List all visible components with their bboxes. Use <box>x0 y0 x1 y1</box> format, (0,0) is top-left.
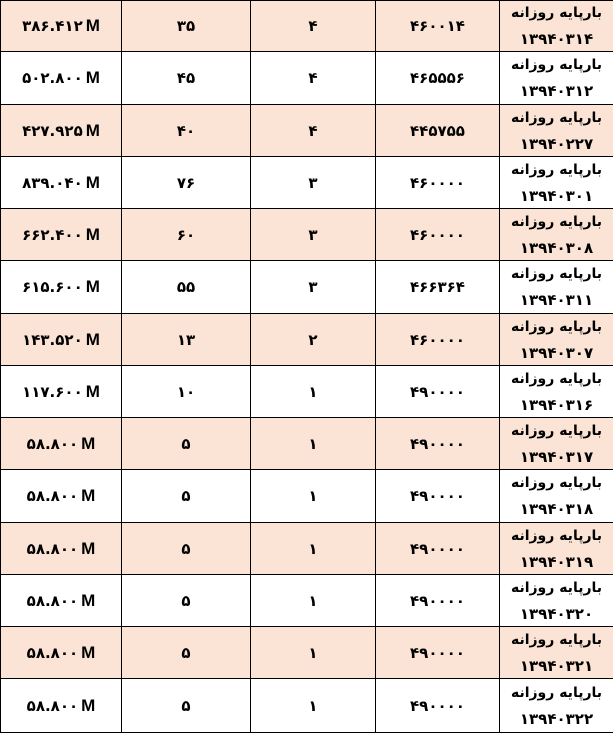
total-cell <box>1 575 122 627</box>
description-cell <box>500 1 613 52</box>
unit-price-cell: ۴۹۰۰۰۰ <box>376 523 500 575</box>
unit-price-cell: ۴۴۵۷۵۵ <box>376 105 500 157</box>
description-title: بارپایه روزانه <box>510 631 603 648</box>
total-cell <box>1 209 122 261</box>
count-cell: ۱۰ <box>122 366 251 418</box>
description-cell <box>500 314 613 366</box>
total-unit: M <box>85 16 100 35</box>
unit-price-cell: ۴۹۰۰۰۰ <box>376 679 500 733</box>
description-code: ۱۳۹۴۰۳۲۱ <box>519 656 594 675</box>
quantity-cell: ۱ <box>251 470 376 523</box>
description-code: ۱۳۹۴۰۳۱۶ <box>519 395 594 414</box>
total-amount: ۵۸.۸۰۰ <box>26 487 79 505</box>
description-code: ۱۳۹۴۰۳۰۸ <box>519 238 594 257</box>
table-row <box>1 1 613 52</box>
unit-price-cell: ۴۶۰۰۱۴ <box>376 1 500 52</box>
quantity-cell: ۱ <box>251 575 376 627</box>
unit-price-cell: ۴۹۰۰۰۰ <box>376 418 500 470</box>
total-cell <box>1 523 122 575</box>
description-title: بارپایه روزانه <box>510 109 603 126</box>
total-cell <box>1 314 122 366</box>
count-cell: ۵ <box>122 627 251 679</box>
count-cell: ۱۳ <box>122 314 251 366</box>
total-amount: ۵۸.۸۰۰ <box>26 591 79 610</box>
description-cell <box>500 366 613 418</box>
description-code: ۱۳۹۴۰۳۱۸ <box>519 500 594 518</box>
total-unit: M <box>85 381 100 401</box>
unit-price-cell: ۴۶۰۰۰۰ <box>376 157 500 209</box>
table-row <box>1 314 613 366</box>
count-cell: ۵ <box>122 418 251 470</box>
count-cell: ۵ <box>122 679 251 733</box>
description-cell <box>500 575 613 627</box>
total-unit: M <box>85 68 100 87</box>
table-row <box>1 261 613 314</box>
quantity-cell: ۱ <box>251 366 376 418</box>
count-cell: ۵ <box>122 470 251 523</box>
total-amount: ۶۶۲.۴۰۰ <box>22 225 83 244</box>
total-cell <box>1 679 122 733</box>
description-cell <box>500 418 613 470</box>
description-title: بارپایه روزانه <box>510 422 603 439</box>
description-cell <box>500 105 613 157</box>
description-code: ۱۳۹۴۰۳۱۲ <box>519 82 594 100</box>
count-cell: ۶۰ <box>122 209 251 261</box>
total-amount: ۵۸.۸۰۰ <box>26 434 79 453</box>
unit-price-cell: ۴۶۶۳۶۴ <box>376 261 500 314</box>
table-row <box>1 523 613 575</box>
total-unit: M <box>81 695 96 715</box>
description-code: ۱۳۹۴۰۳۱۴ <box>519 30 594 48</box>
unit-price-cell: ۴۹۰۰۰۰ <box>376 575 500 627</box>
total-cell <box>1 627 122 679</box>
description-title: بارپایه روزانه <box>510 475 603 491</box>
total-unit: M <box>81 590 96 610</box>
unit-price-cell: ۴۹۰۰۰۰ <box>376 627 500 679</box>
table-row <box>1 627 613 679</box>
total-cell <box>1 418 122 470</box>
table-row <box>1 470 613 523</box>
unit-price-cell: ۴۶۰۰۰۰ <box>376 209 500 261</box>
count-cell: ۵۵ <box>122 261 251 314</box>
description-title: بارپایه روزانه <box>510 318 603 335</box>
table-row <box>1 105 613 157</box>
count-cell: ۷۶ <box>122 157 251 209</box>
description-cell <box>500 627 613 679</box>
description-title: بارپایه روزانه <box>510 161 603 178</box>
unit-price-cell: ۴۶۰۰۰۰ <box>376 314 500 366</box>
description-code: ۱۳۹۴۰۳۱۷ <box>519 447 594 466</box>
quantity-cell: ۳ <box>251 157 376 209</box>
description-code: ۱۳۹۴۰۳۲۰ <box>519 604 594 623</box>
description-cell <box>500 679 613 733</box>
table-body <box>1 1 613 733</box>
total-amount: ۱۱۷.۶۰۰ <box>22 382 83 401</box>
total-amount: ۶۱۵.۶۰۰ <box>22 278 83 296</box>
count-cell: ۳۵ <box>122 1 251 52</box>
total-unit: M <box>85 277 100 296</box>
total-unit: M <box>85 224 100 244</box>
total-unit: M <box>85 172 100 192</box>
total-amount: ۱۴۳.۵۲۰ <box>22 330 83 349</box>
unit-price-cell: ۴۶۵۵۵۶ <box>376 52 500 105</box>
description-title: بارپایه روزانه <box>510 579 603 596</box>
total-amount: ۵۸.۸۰۰ <box>26 696 79 715</box>
quantity-cell: ۱ <box>251 679 376 733</box>
description-title: بارپایه روزانه <box>510 684 603 701</box>
description-code: ۱۳۹۴۰۳۲۲ <box>519 709 594 728</box>
total-amount: ۳۸۶.۴۱۲ <box>22 17 83 35</box>
quantity-cell: ۳ <box>251 261 376 314</box>
quantity-cell: ۴ <box>251 1 376 52</box>
description-title: بارپایه روزانه <box>510 527 603 544</box>
description-title: بارپایه روزانه <box>510 213 603 230</box>
table-row <box>1 418 613 470</box>
total-amount: ۵۸.۸۰۰ <box>26 539 79 558</box>
table-row <box>1 366 613 418</box>
total-amount: ۵۸.۸۰۰ <box>26 643 79 662</box>
quantity-cell: ۱ <box>251 418 376 470</box>
description-cell <box>500 52 613 105</box>
total-unit: M <box>81 538 96 558</box>
description-code: ۱۳۹۴۰۲۲۷ <box>519 134 594 153</box>
quantity-cell: ۱ <box>251 627 376 679</box>
quantity-cell: ۱ <box>251 523 376 575</box>
description-cell <box>500 157 613 209</box>
description-code: ۱۳۹۴۰۳۰۱ <box>519 186 594 205</box>
total-cell <box>1 157 122 209</box>
total-unit: M <box>85 120 100 140</box>
count-cell: ۵ <box>122 523 251 575</box>
total-unit: M <box>85 329 100 349</box>
quantity-cell: ۲ <box>251 314 376 366</box>
description-cell <box>500 209 613 261</box>
total-cell <box>1 1 122 52</box>
description-title: بارپایه روزانه <box>510 57 603 73</box>
description-code: ۱۳۹۴۰۳۱۱ <box>519 291 594 309</box>
description-cell <box>500 523 613 575</box>
table-row <box>1 157 613 209</box>
count-cell: ۵ <box>122 575 251 627</box>
total-amount: ۴۲۷.۹۲۵ <box>22 121 83 140</box>
quantity-cell: ۴ <box>251 105 376 157</box>
total-amount: ۸۳۹.۰۴۰ <box>22 173 83 192</box>
table-row <box>1 209 613 261</box>
quantity-cell: ۴ <box>251 52 376 105</box>
description-cell <box>500 470 613 523</box>
total-unit: M <box>81 642 96 662</box>
total-cell <box>1 366 122 418</box>
description-title: بارپایه روزانه <box>510 370 603 387</box>
description-cell <box>500 261 613 314</box>
count-cell: ۴۵ <box>122 52 251 105</box>
table-row <box>1 679 613 733</box>
total-cell <box>1 470 122 523</box>
total-unit: M <box>81 433 96 453</box>
total-cell <box>1 261 122 314</box>
unit-price-cell: ۴۹۰۰۰۰ <box>376 470 500 523</box>
description-code: ۱۳۹۴۰۳۱۹ <box>519 552 594 571</box>
description-title: بارپایه روزانه <box>510 266 603 282</box>
total-cell <box>1 105 122 157</box>
total-amount: ۵۰۲.۸۰۰ <box>22 69 83 87</box>
description-code: ۱۳۹۴۰۳۰۷ <box>519 343 594 362</box>
table-row <box>1 575 613 627</box>
description-title: بارپایه روزانه <box>510 5 603 21</box>
total-unit: M <box>81 486 96 505</box>
total-cell <box>1 52 122 105</box>
quantity-cell: ۳ <box>251 209 376 261</box>
unit-price-cell: ۴۹۰۰۰۰ <box>376 366 500 418</box>
table-row <box>1 52 613 105</box>
count-cell: ۴۰ <box>122 105 251 157</box>
